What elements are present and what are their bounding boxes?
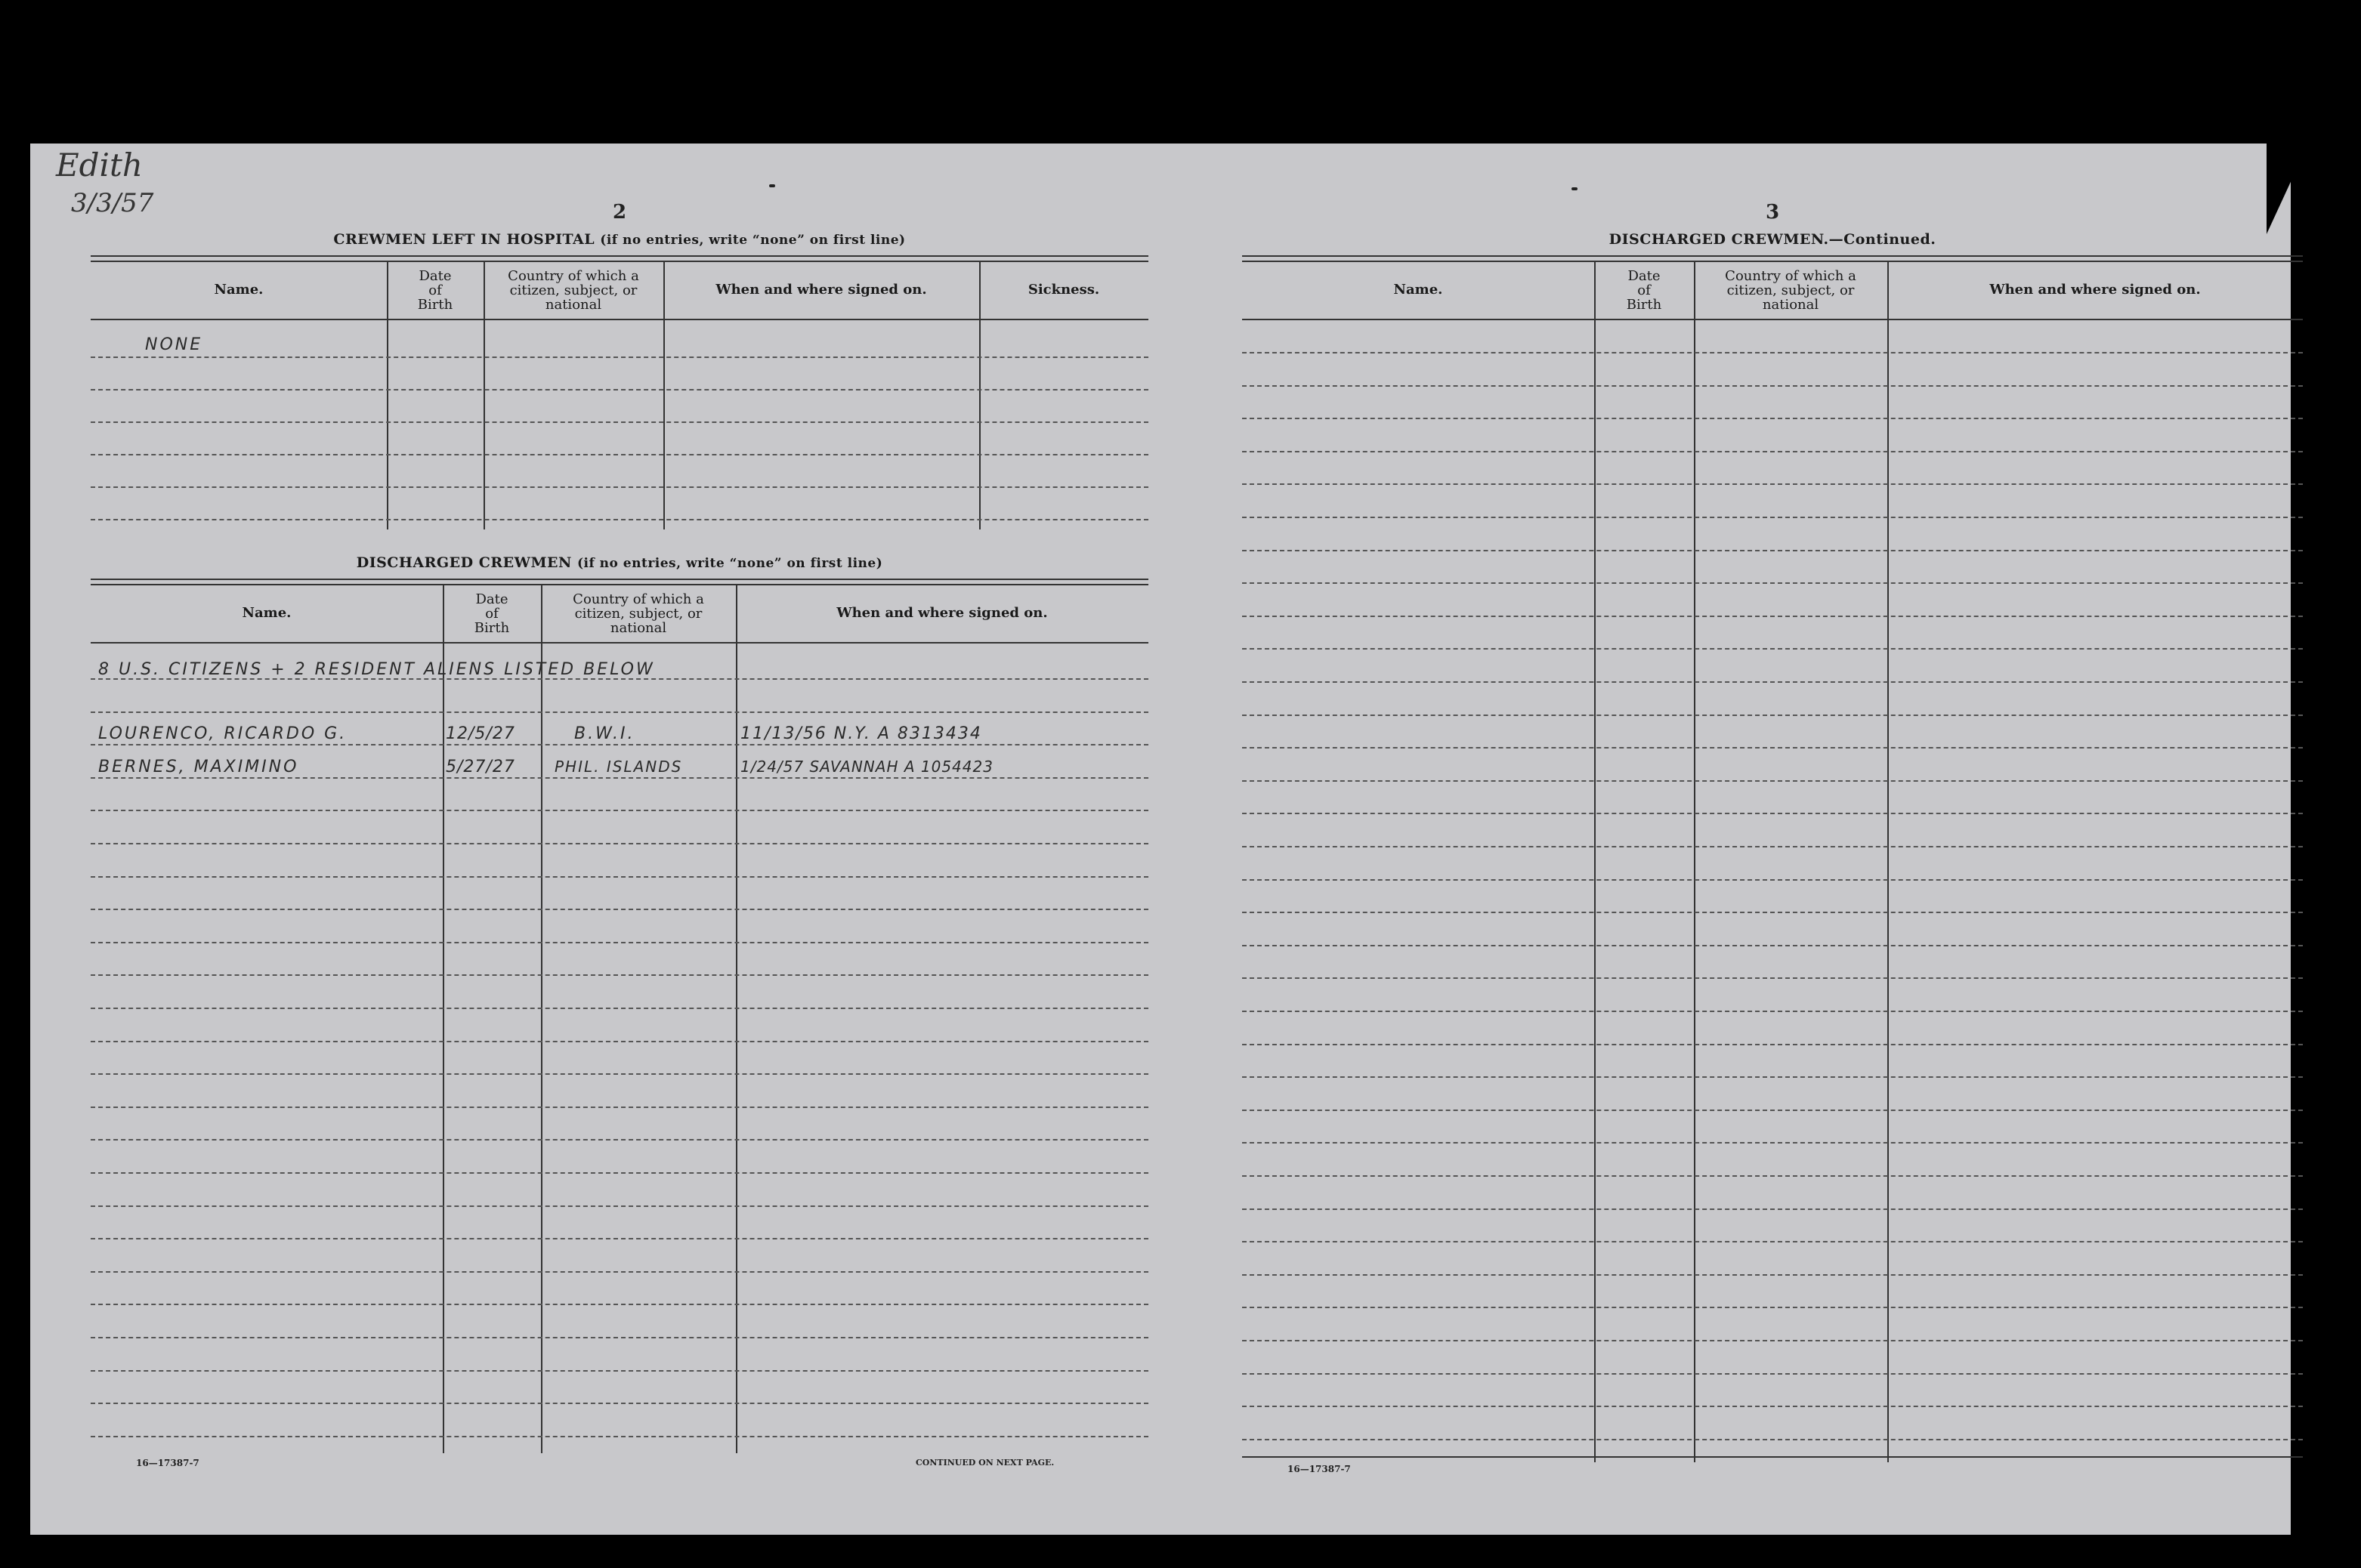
discharged-title-note: (if no entries, write “none” on first line) — [576, 556, 883, 571]
hdr-dob-line3: Birth — [1626, 296, 1662, 313]
page-number: 2 — [612, 201, 627, 224]
table-row — [1242, 352, 2303, 353]
hospital-title-note: (if no entries, write “none” on first line) — [600, 233, 906, 248]
table-row — [91, 1008, 1148, 1009]
hdr-dob-line3: Birth — [474, 619, 510, 636]
table-row — [91, 519, 1148, 520]
table-row — [1242, 747, 2303, 749]
col-header-name: Name. — [214, 282, 264, 298]
hospital-table — [91, 255, 1148, 531]
table-row — [1242, 1406, 2303, 1407]
crew-signed: 1/24/57 SAVANNAH A 1054423 — [740, 758, 994, 776]
table-row — [91, 1370, 1148, 1372]
col-header-signed: When and where signed on. — [1989, 282, 2201, 298]
table-row — [1242, 945, 2303, 946]
table-row — [91, 909, 1148, 910]
table-row — [1242, 715, 2303, 716]
table-row — [1242, 418, 2303, 419]
form-number: 16—17387-7 — [1287, 1464, 1351, 1474]
hdr-country-line3: national — [1762, 296, 1819, 313]
table-row — [91, 974, 1148, 976]
table-row — [1242, 483, 2303, 485]
table-row — [91, 421, 1148, 423]
hdr-dob-line2: of — [428, 282, 442, 298]
crew-country: B.W.I. — [574, 724, 635, 743]
table-row — [1242, 780, 2303, 782]
hdr-dob-line2: of — [485, 605, 499, 622]
table-row — [91, 777, 1148, 779]
hospital-title-main: CREWMEN LEFT IN HOSPITAL — [333, 231, 595, 248]
hdr-country-line2: citizen, subject, or — [509, 282, 638, 298]
table-row — [91, 389, 1148, 390]
col-header-dob — [387, 261, 484, 319]
left-page — [91, 0, 1148, 1568]
table-row — [91, 1271, 1148, 1273]
table-row — [1242, 385, 2303, 387]
col-header-name: Name. — [242, 605, 292, 621]
hdr-country-line3: national — [545, 296, 602, 313]
table-row — [1242, 1110, 2303, 1111]
discharged-table — [91, 579, 1148, 1447]
table-row — [1242, 648, 2303, 650]
table-row — [1242, 1011, 2303, 1012]
hdr-dob-line2: of — [1637, 282, 1651, 298]
table-row — [1242, 1439, 2303, 1440]
table-row — [1242, 1208, 2303, 1210]
table-row — [1242, 1241, 2303, 1242]
corner-date: 3/3/57 — [71, 188, 154, 218]
discharged-note-line: 8 U.S. CITIZENS + 2 RESIDENT ALIENS LISTED BELOW — [98, 660, 655, 679]
table-row — [1242, 550, 2303, 551]
col-header-country — [1694, 261, 1887, 319]
corner-name: Edith — [56, 147, 143, 184]
crew-signed: 11/13/56 N.Y. A 8313434 — [740, 724, 982, 743]
table-row — [1242, 1307, 2303, 1308]
table-row — [1242, 813, 2303, 814]
hospital-title — [91, 231, 1148, 248]
hospital-entry: NONE — [145, 335, 203, 354]
hdr-country-line2: citizen, subject, or — [1726, 282, 1855, 298]
col-header-dob — [443, 585, 541, 642]
table-row — [1242, 616, 2303, 617]
discharged-continued-table — [1242, 255, 2303, 1461]
table-row — [91, 1073, 1148, 1075]
table-row — [91, 357, 1148, 358]
hdr-country-line1: Country of which a — [573, 591, 704, 607]
table-row — [1242, 1076, 2303, 1078]
table-row — [1242, 1044, 2303, 1045]
hdr-dob-line3: Birth — [417, 296, 453, 313]
table-row — [91, 1337, 1148, 1338]
hdr-dob-line1: Date — [419, 267, 452, 284]
table-row — [1242, 1373, 2303, 1375]
continued-note: CONTINUED ON NEXT PAGE. — [916, 1458, 1055, 1468]
table-row — [1242, 1175, 2303, 1177]
table-row — [91, 810, 1148, 811]
right-page — [1242, 0, 2303, 1568]
table-row — [91, 454, 1148, 455]
table-row — [1242, 451, 2303, 452]
table-row — [91, 942, 1148, 943]
col-header-name: Name. — [1393, 282, 1443, 298]
col-header-sickness: Sickness. — [1028, 282, 1100, 298]
table-row — [91, 1238, 1148, 1239]
discharged-title-main: DISCHARGED CREWMEN — [356, 554, 572, 571]
continued-title: DISCHARGED CREWMEN.—Continued. — [1609, 231, 1936, 248]
crew-country: PHIL. ISLANDS — [555, 758, 683, 776]
form-number: 16—17387-7 — [136, 1458, 199, 1468]
col-header-signed: When and where signed on. — [836, 605, 1048, 621]
crew-name: BERNES, MAXIMINO — [98, 758, 299, 776]
table-row — [91, 744, 1148, 745]
page-number: 3 — [1765, 201, 1780, 224]
hdr-country-line1: Country of which a — [1725, 267, 1856, 284]
table-row — [91, 711, 1148, 713]
crew-name: LOURENCO, RICARDO G. — [98, 724, 348, 743]
crew-dob: 12/5/27 — [446, 724, 515, 743]
hdr-country-line2: citizen, subject, or — [574, 605, 703, 622]
crew-dob: 5/27/27 — [446, 758, 515, 776]
hdr-country-line1: Country of which a — [508, 267, 639, 284]
table-row — [91, 843, 1148, 844]
table-row — [1242, 681, 2303, 683]
table-row — [91, 1304, 1148, 1305]
col-header-signed: When and where signed on. — [715, 282, 927, 298]
col-header-dob — [1594, 261, 1694, 319]
table-row — [1242, 879, 2303, 881]
table-row — [91, 486, 1148, 488]
table-row — [91, 1172, 1148, 1174]
table-row — [91, 1403, 1148, 1404]
hdr-dob-line1: Date — [1627, 267, 1661, 284]
table-row — [91, 1107, 1148, 1108]
col-header-country — [541, 585, 736, 642]
col-header-country — [484, 261, 663, 319]
table-row — [91, 876, 1148, 878]
table-row — [1242, 1274, 2303, 1276]
table-row — [91, 1436, 1148, 1437]
table-row — [1242, 582, 2303, 584]
table-row — [1242, 1142, 2303, 1144]
table-row — [1242, 846, 2303, 847]
table-row — [91, 1139, 1148, 1141]
table-row — [1242, 517, 2303, 518]
table-row — [91, 1041, 1148, 1042]
table-row — [1242, 1340, 2303, 1341]
hdr-country-line3: national — [610, 619, 667, 636]
discharged-title — [91, 554, 1148, 571]
table-row — [1242, 912, 2303, 913]
hdr-dob-line1: Date — [475, 591, 508, 607]
table-row — [91, 1205, 1148, 1207]
table-row — [1242, 977, 2303, 979]
